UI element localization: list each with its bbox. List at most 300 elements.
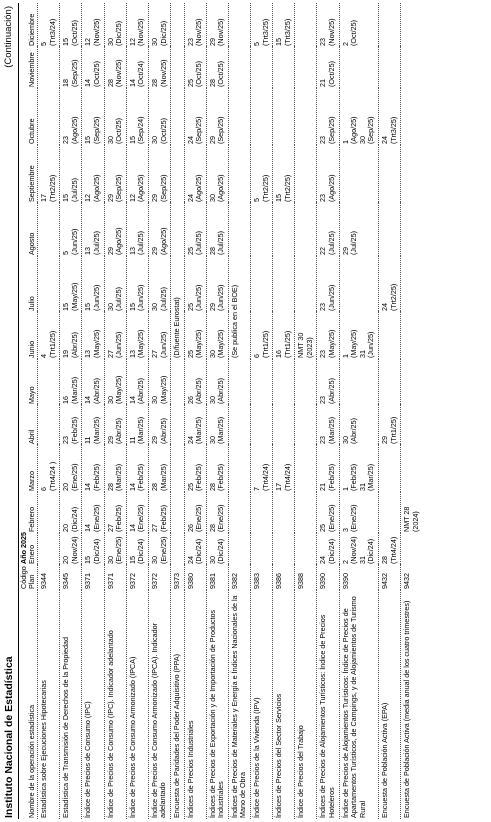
month-cell xyxy=(250,359,272,405)
month-cell xyxy=(401,312,423,359)
plan-code: 9381 xyxy=(206,565,228,590)
release-day: 1 xyxy=(340,487,350,491)
month-cell xyxy=(317,312,339,359)
month-cell xyxy=(273,533,295,565)
month-cell xyxy=(37,88,59,145)
release-day: 28 xyxy=(149,79,159,87)
plan-header: Plan xyxy=(27,574,37,589)
month-cell xyxy=(401,445,423,492)
month-cell xyxy=(82,145,104,203)
reference-period: (Trt2/25) xyxy=(260,174,270,202)
month-cell xyxy=(379,312,401,359)
month-cell xyxy=(37,256,59,312)
reference-period: (Jul/25) xyxy=(216,231,226,255)
release-calendar-table xyxy=(19,3,422,819)
release-day: 15 xyxy=(83,136,93,144)
month-cell xyxy=(250,405,272,445)
reference-period: (Nov/24) xyxy=(349,536,359,564)
reference-period: (Sep/25) xyxy=(327,116,337,144)
reference-period: (Feb/25) xyxy=(69,416,79,444)
document-title: Instituto Nacional de Estadística xyxy=(3,656,15,818)
reference-period: (Oct/25) xyxy=(327,61,337,87)
month-cell xyxy=(60,3,82,47)
month-cell xyxy=(295,256,317,312)
reference-period: (Ene/25) xyxy=(114,536,124,564)
month-cell xyxy=(228,533,250,565)
month-cell xyxy=(184,445,206,492)
month-cell xyxy=(401,256,423,312)
release-day: 30 xyxy=(105,556,115,564)
reference-period: (Sep/25) xyxy=(69,59,79,87)
reference-period: (Trt4/24 ) xyxy=(47,461,57,491)
month-cell xyxy=(60,405,82,445)
month-cell xyxy=(206,405,228,445)
month-cell xyxy=(126,359,148,405)
month-cell xyxy=(126,3,148,47)
release-day: 28 xyxy=(105,79,115,87)
month-cell xyxy=(104,3,126,47)
month-cell xyxy=(37,533,59,565)
month-cell xyxy=(60,256,82,312)
month-header: Noviembre xyxy=(27,52,37,87)
month-cell xyxy=(126,256,148,312)
release-day: 30 xyxy=(105,38,115,46)
reference-period: (Ene/25) xyxy=(158,536,168,564)
month-cell xyxy=(148,312,170,359)
span-note: (D/fuente Eurostat) xyxy=(171,3,184,359)
month-cell xyxy=(317,359,339,405)
release-day: 13 xyxy=(127,247,137,255)
release-day: 28 xyxy=(380,556,390,564)
month-header: Septiembre xyxy=(27,165,37,202)
table-row xyxy=(184,3,206,819)
release-day: 30 xyxy=(207,396,217,404)
month-cell xyxy=(273,312,295,359)
month-cell xyxy=(228,492,250,533)
reference-period: (Jul/25) xyxy=(194,231,204,255)
month-cell xyxy=(273,492,295,533)
month-cell xyxy=(379,359,401,405)
month-cell xyxy=(250,145,272,203)
reference-period: (Nov/25) xyxy=(327,18,337,46)
table-row xyxy=(228,3,250,819)
month-header: Julio xyxy=(27,296,37,311)
reference-period: (Oct/25) xyxy=(158,118,168,144)
month-cell xyxy=(339,145,378,203)
header-row-2 xyxy=(28,3,37,819)
month-cell xyxy=(60,359,82,405)
month-cell xyxy=(295,312,317,359)
month-cell xyxy=(401,47,423,88)
month-cell xyxy=(60,88,82,145)
plan-code: 9388 xyxy=(295,565,317,590)
plan-code: 9344 xyxy=(37,565,59,590)
release-day: 29 xyxy=(105,247,115,255)
month-cell xyxy=(228,359,250,405)
month-cell xyxy=(379,533,401,565)
reference-period: (Abr/25) xyxy=(114,418,124,444)
reference-period: (Abr/25) xyxy=(216,378,226,404)
release-day: 27 xyxy=(105,350,115,358)
month-cell xyxy=(126,312,148,359)
reference-period: (May/25) xyxy=(216,329,226,358)
month-cell xyxy=(37,3,59,47)
month-cell xyxy=(339,203,378,256)
release-day: 25 xyxy=(185,350,195,358)
month-cell xyxy=(379,256,401,312)
release-day: 30 xyxy=(207,350,217,358)
month-cell xyxy=(184,203,206,256)
month-cell xyxy=(273,145,295,203)
month-cell xyxy=(148,405,170,445)
reference-period: (Mar/25) xyxy=(91,416,101,444)
reference-period: (May/25) xyxy=(327,329,337,358)
release-day: 23 xyxy=(318,350,328,358)
release-day: 30 xyxy=(149,136,159,144)
reference-period: (Sep/25) xyxy=(158,174,168,202)
reference-period: (Ene/25) xyxy=(194,504,204,532)
table-row xyxy=(126,3,148,819)
month-cell xyxy=(339,256,378,312)
table-row xyxy=(295,3,317,819)
month-cell xyxy=(171,405,184,445)
table-row xyxy=(148,3,170,819)
reference-period: (Dic/24) xyxy=(327,538,337,564)
reference-period: (Jun/25) xyxy=(114,331,124,358)
release-day: 30 xyxy=(149,303,159,311)
reference-period: (Jun/25) xyxy=(216,284,226,311)
table-row xyxy=(104,3,126,819)
month-cell xyxy=(206,359,228,405)
table-row xyxy=(339,3,378,819)
release-day: 28 xyxy=(207,524,217,532)
month-cell xyxy=(339,312,378,359)
reference-period: (Jul/25) xyxy=(136,231,146,255)
reference-period: (Oct/24) xyxy=(136,61,146,87)
reference-period: (Mar/25) xyxy=(114,463,124,491)
reference-period: (Ene/25) xyxy=(136,504,146,532)
month-cell xyxy=(250,533,272,565)
month-cell xyxy=(184,88,206,145)
operation-name: Índice de Precios de Consumo (IPC) xyxy=(82,590,104,819)
operation-name: Encuesta de Población Activa (EPA) xyxy=(379,590,401,819)
operation-name: Índice de Precios de la Vivienda (IPV) xyxy=(250,590,272,819)
month-cell xyxy=(37,145,59,203)
month-cell xyxy=(401,359,423,405)
month-cell xyxy=(82,359,104,405)
reference-period: (Dic/24) xyxy=(91,538,101,564)
month-cell xyxy=(317,533,339,565)
release-day: 14 xyxy=(127,396,137,404)
release-day: 21 xyxy=(318,79,328,87)
reference-period: (Jun/25) xyxy=(327,284,337,311)
reference-period: (Ago/25) xyxy=(69,116,79,144)
reference-period: (2024) xyxy=(410,511,420,532)
month-cell xyxy=(104,533,126,565)
release-day: 29 xyxy=(207,136,217,144)
month-cell xyxy=(250,88,272,145)
release-day: 30 xyxy=(357,136,367,144)
reference-period: (Trt1/25) xyxy=(260,330,270,358)
release-day: 5 xyxy=(38,42,48,46)
reference-period: (Ago/25) xyxy=(91,174,101,202)
reference-period: (Ago/25) xyxy=(136,174,146,202)
operation-name: Índice de Precios de Consumo Armonizado (IPCA) xyxy=(126,590,148,819)
month-cell xyxy=(104,256,126,312)
operation-name: Estadística de Transmisión de Derechos de la Propiedad xyxy=(60,590,82,819)
month-cell xyxy=(82,405,104,445)
month-cell xyxy=(295,445,317,492)
release-day: 14 xyxy=(83,396,93,404)
reference-period: (Sep/25) xyxy=(366,116,376,144)
release-day: 28 xyxy=(207,79,217,87)
month-cell xyxy=(206,203,228,256)
reference-period: (Jun/25) xyxy=(194,284,204,311)
span-note: (Se publica en el BOE) xyxy=(228,3,250,359)
plan-code: 9432 xyxy=(401,565,423,590)
month-cell xyxy=(126,405,148,445)
release-day: NMT 30 xyxy=(296,332,306,358)
release-day: 4 xyxy=(38,354,48,358)
reference-period: (Abr/25) xyxy=(158,418,168,444)
release-day: 12 xyxy=(127,38,137,46)
release-day: 29 xyxy=(149,194,159,202)
month-cell xyxy=(273,405,295,445)
reference-period: (Jun/25) xyxy=(366,331,376,358)
month-cell xyxy=(104,312,126,359)
month-cell xyxy=(295,533,317,565)
reference-period: (May/25) xyxy=(69,282,79,311)
month-cell xyxy=(104,203,126,256)
reference-period: (Dic/24) xyxy=(136,538,146,564)
reference-period: (Sep/24) xyxy=(136,116,146,144)
release-day: 11 xyxy=(83,436,93,444)
release-day: 28 xyxy=(149,483,159,491)
month-cell xyxy=(339,405,378,445)
table-row xyxy=(379,3,401,819)
month-cell xyxy=(206,3,228,47)
release-day: 23 xyxy=(318,436,328,444)
month-cell xyxy=(317,203,339,256)
month-cell xyxy=(171,445,184,492)
reference-period: (Trt3/24) xyxy=(47,18,57,46)
reference-period: (Trt4/24) xyxy=(388,536,398,564)
month-header: Enero xyxy=(27,544,37,564)
reference-period: (Trt2/25) xyxy=(47,174,57,202)
month-cell xyxy=(273,203,295,256)
month-cell xyxy=(148,256,170,312)
reference-period: (Feb/25) xyxy=(136,463,146,491)
release-day: 29 xyxy=(340,247,350,255)
year-header: Año 2025 xyxy=(19,532,28,564)
reference-period: (Trt2/25) xyxy=(388,283,398,311)
month-cell xyxy=(184,533,206,565)
operation-name: Índices de Precios de Exportación y de Importación de Productos Industriales xyxy=(206,590,228,819)
month-cell xyxy=(379,203,401,256)
month-cell xyxy=(206,47,228,88)
reference-period: (Trt4/24) xyxy=(260,463,270,491)
month-cell xyxy=(148,533,170,565)
release-day: 24 xyxy=(185,194,195,202)
month-cell xyxy=(379,3,401,47)
release-day: 31 xyxy=(357,556,367,564)
release-day: 6 xyxy=(251,354,261,358)
release-day: 29 xyxy=(105,194,115,202)
month-cell xyxy=(206,533,228,565)
release-day: 15 xyxy=(127,556,137,564)
month-cell xyxy=(273,359,295,405)
month-cell xyxy=(401,145,423,203)
month-cell xyxy=(295,492,317,533)
month-cell xyxy=(184,405,206,445)
month-cell xyxy=(82,88,104,145)
month-cell xyxy=(184,3,206,47)
release-day: 30 xyxy=(149,396,159,404)
month-cell xyxy=(273,256,295,312)
month-cell xyxy=(60,312,82,359)
reference-period: (Ago/25) xyxy=(194,174,204,202)
month-cell xyxy=(228,445,250,492)
month-cell xyxy=(184,312,206,359)
month-cell xyxy=(339,359,378,405)
release-day: 29 xyxy=(149,436,159,444)
release-day: 3 xyxy=(340,528,350,532)
month-cell xyxy=(126,145,148,203)
release-day: 16 xyxy=(274,350,284,358)
operation-name: Índice de Precios de Consumo (IPC). Indicador adelantado xyxy=(104,590,126,819)
release-day: 15 xyxy=(274,194,284,202)
reference-period: (Dic/25) xyxy=(158,20,168,46)
reference-period: (Feb/25) xyxy=(91,463,101,491)
reference-period: (Feb/25) xyxy=(216,463,226,491)
release-day: 28 xyxy=(207,483,217,491)
reference-period: (Jul/25) xyxy=(349,231,359,255)
reference-period: (Oct/25) xyxy=(91,61,101,87)
release-day: 11 xyxy=(127,436,137,444)
release-day: 2 xyxy=(340,560,350,564)
table-row xyxy=(82,3,104,819)
reference-period: (Ago/25) xyxy=(216,174,226,202)
reference-period: (Nov/25) xyxy=(91,18,101,46)
month-cell xyxy=(104,405,126,445)
release-day: NMT 28 xyxy=(402,506,412,532)
month-cell xyxy=(37,359,59,405)
month-cell xyxy=(295,145,317,203)
month-cell xyxy=(250,492,272,533)
month-cell xyxy=(148,3,170,47)
month-cell xyxy=(82,3,104,47)
plan-code: 9371 xyxy=(82,565,104,590)
operation-name: Estadística sobre Ejecuciones Hipotecarias xyxy=(37,590,59,819)
reference-period: (Mar/25) xyxy=(158,463,168,491)
release-day: 24 xyxy=(318,556,328,564)
operation-name: Índices de Precios Industriales xyxy=(184,590,206,819)
reference-period: (Dic/24) xyxy=(216,538,226,564)
month-cell xyxy=(401,203,423,256)
reference-period: (Feb/25) xyxy=(349,463,359,491)
month-cell xyxy=(273,47,295,88)
reference-period: (Nov/24) xyxy=(69,536,79,564)
month-cell xyxy=(401,492,423,533)
release-day: 29 xyxy=(207,38,217,46)
month-cell xyxy=(206,492,228,533)
month-cell xyxy=(250,47,272,88)
month-cell xyxy=(126,445,148,492)
reference-period: (Sep/25) xyxy=(91,116,101,144)
month-cell xyxy=(82,445,104,492)
release-day: 23 xyxy=(185,38,195,46)
plan-code: 9372 xyxy=(126,565,148,590)
month-header: Junio xyxy=(27,340,37,358)
month-cell xyxy=(250,3,272,47)
month-cell xyxy=(206,256,228,312)
operation-name: Índice de Precios del Trabajo xyxy=(295,590,317,819)
month-cell xyxy=(126,492,148,533)
release-day: 23 xyxy=(318,194,328,202)
plan-code: 9372 xyxy=(148,565,170,590)
reference-period: (Jul/25) xyxy=(327,231,337,255)
reference-period: (May/25) xyxy=(158,375,168,404)
release-day: 23 xyxy=(318,136,328,144)
release-day: 6 xyxy=(38,487,48,491)
reference-period: (Dic/24) xyxy=(194,538,204,564)
month-cell xyxy=(171,359,184,405)
month-cell xyxy=(401,3,423,47)
reference-period: (Oct/25) xyxy=(114,118,124,144)
month-cell xyxy=(250,445,272,492)
release-day: 25 xyxy=(318,524,328,532)
release-day: 27 xyxy=(149,524,159,532)
reference-period: (Jun/25) xyxy=(91,284,101,311)
release-day: 30 xyxy=(149,38,159,46)
release-day: 15 xyxy=(61,194,71,202)
reference-period: (May/25) xyxy=(136,329,146,358)
month-cell xyxy=(104,47,126,88)
reference-period: (Nov/25) xyxy=(136,18,146,46)
release-day: 29 xyxy=(207,303,217,311)
release-day: 25 xyxy=(185,303,195,311)
release-day: 25 xyxy=(185,79,195,87)
reference-period: (May/25) xyxy=(91,329,101,358)
reference-period: (Nov/25) xyxy=(216,18,226,46)
month-cell xyxy=(206,88,228,145)
month-cell xyxy=(379,145,401,203)
reference-period: (Jul/25) xyxy=(69,178,79,202)
reference-period: (Mar/25) xyxy=(327,416,337,444)
month-header: Febrero xyxy=(27,506,37,532)
release-day: 24 xyxy=(380,136,390,144)
month-cell xyxy=(60,145,82,203)
month-cell xyxy=(184,492,206,533)
month-cell xyxy=(317,88,339,145)
plan-code: 9382 xyxy=(228,565,250,590)
code-header: Código xyxy=(19,566,28,589)
month-cell xyxy=(37,445,59,492)
reference-period: (Nov/25) xyxy=(194,18,204,46)
release-day: 13 xyxy=(83,247,93,255)
month-cell xyxy=(37,312,59,359)
operation-name: Encuesta de Población Activa (media anual de los cuatro trimestres) xyxy=(401,590,423,819)
plan-code: 9386 xyxy=(273,565,295,590)
release-day: 13 xyxy=(83,350,93,358)
month-cell xyxy=(104,492,126,533)
month-cell xyxy=(82,256,104,312)
month-cell xyxy=(339,88,378,145)
reference-period: (Ago/25) xyxy=(114,227,124,255)
month-cell xyxy=(184,47,206,88)
release-day: 12 xyxy=(83,194,93,202)
release-day: 23 xyxy=(61,436,71,444)
